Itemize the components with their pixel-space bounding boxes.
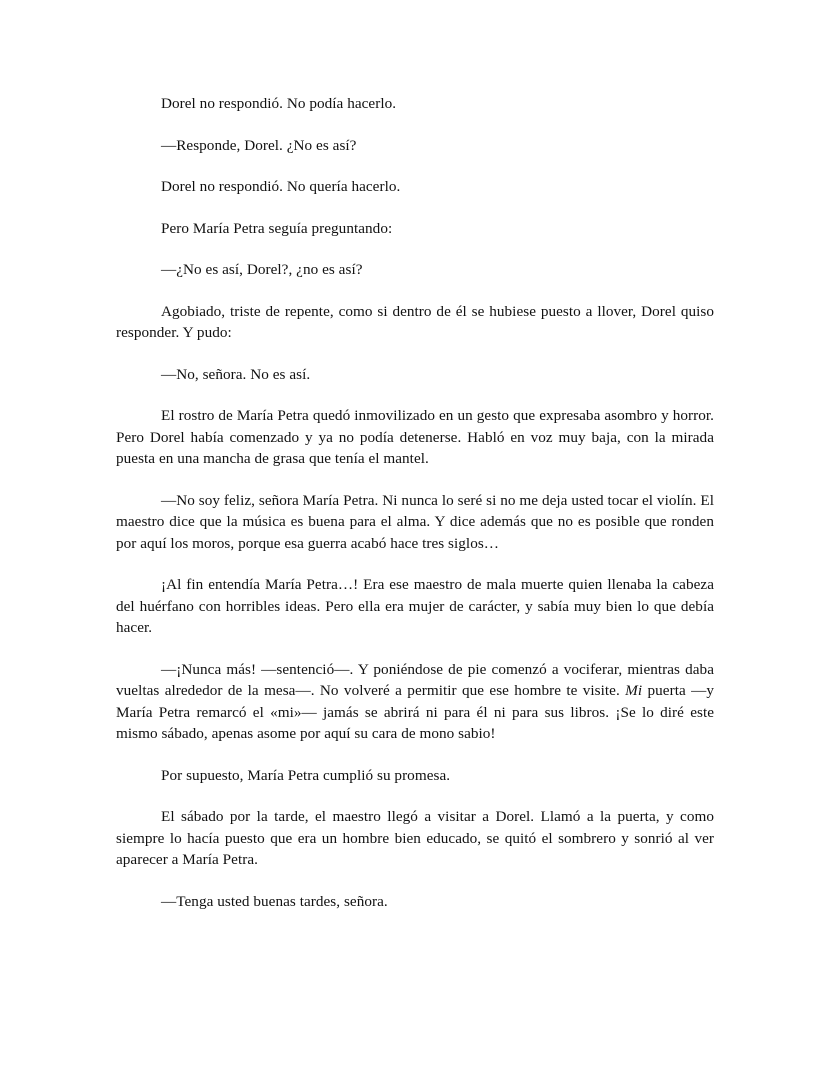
paragraph: El rostro de María Petra quedó inmovilizado en un gesto que expresaba asombro y horror. Pero Dorel había comenzado y ya no podía detenerse. Habló en voz muy baja, con la mirada puesta en una mancha de grasa que tenía el mantel.	[116, 407, 714, 467]
paragraph: ¡Al fin entendía María Petra…! Era ese maestro de mala muerte quien llenaba la cabeza del huérfano con horribles ideas. Pero ella era mujer de carácter, y sabía muy bien lo que debía hacer.	[116, 576, 714, 636]
paragraph: El sábado por la tarde, el maestro llegó a visitar a Dorel. Llamó a la puerta, y como siempre lo hacía puesto que era un hombre bien educado, se quitó el sombrero y sonrió al ver aparecer a María Petra.	[116, 808, 714, 868]
text-segment: —¡Nunca más! —sentenció—. Y poniéndose de pie comenzó a vociferar, mientras daba vueltas alrededor de la mesa—. No volveré a permitir que ese hombre te visite.	[116, 660, 714, 699]
paragraph: Dorel no respondió. No podía hacerlo.	[161, 95, 397, 112]
paragraph: —No soy feliz, señora María Petra. Ni nunca lo seré si no me deja usted tocar el violín. El maestro dice que la música es buena para el alma. Y dice además que no es posible que ronden por aquí los moros, porque esa guerra acabó hace tres siglos…	[116, 491, 714, 552]
paragraph: —Responde, Dorel. ¿No es así?	[161, 136, 357, 154]
document-page	[116, 93, 714, 932]
paragraph: Dorel no respondió. No quería hacerlo.	[161, 178, 401, 195]
italic-emphasis: Mi	[625, 682, 643, 699]
paragraph: Pero María Petra seguía preguntando:	[161, 219, 393, 237]
paragraph: —Tenga usted buenas tardes, señora.	[161, 892, 388, 910]
paragraph: Por supuesto, María Petra cumplió su promesa.	[161, 766, 451, 784]
paragraph: —¿No es así, Dorel?, ¿no es así?	[161, 261, 363, 278]
paragraph: Agobiado, triste de repente, como si dentro de él se hubiese puesto a llover, Dorel quiso responder. Y pudo:	[116, 302, 714, 341]
paragraph: —No, señora. No es así.	[161, 365, 311, 383]
text-segment: puerta —y María Petra remarcó el «mi»— jamás se abrirá ni para él ni para sus libros. ¡Se lo diré este mismo sábado, apenas asome por aquí su cara de mono sabio!	[116, 682, 714, 742]
paragraph-with-emphasis	[116, 659, 714, 745]
